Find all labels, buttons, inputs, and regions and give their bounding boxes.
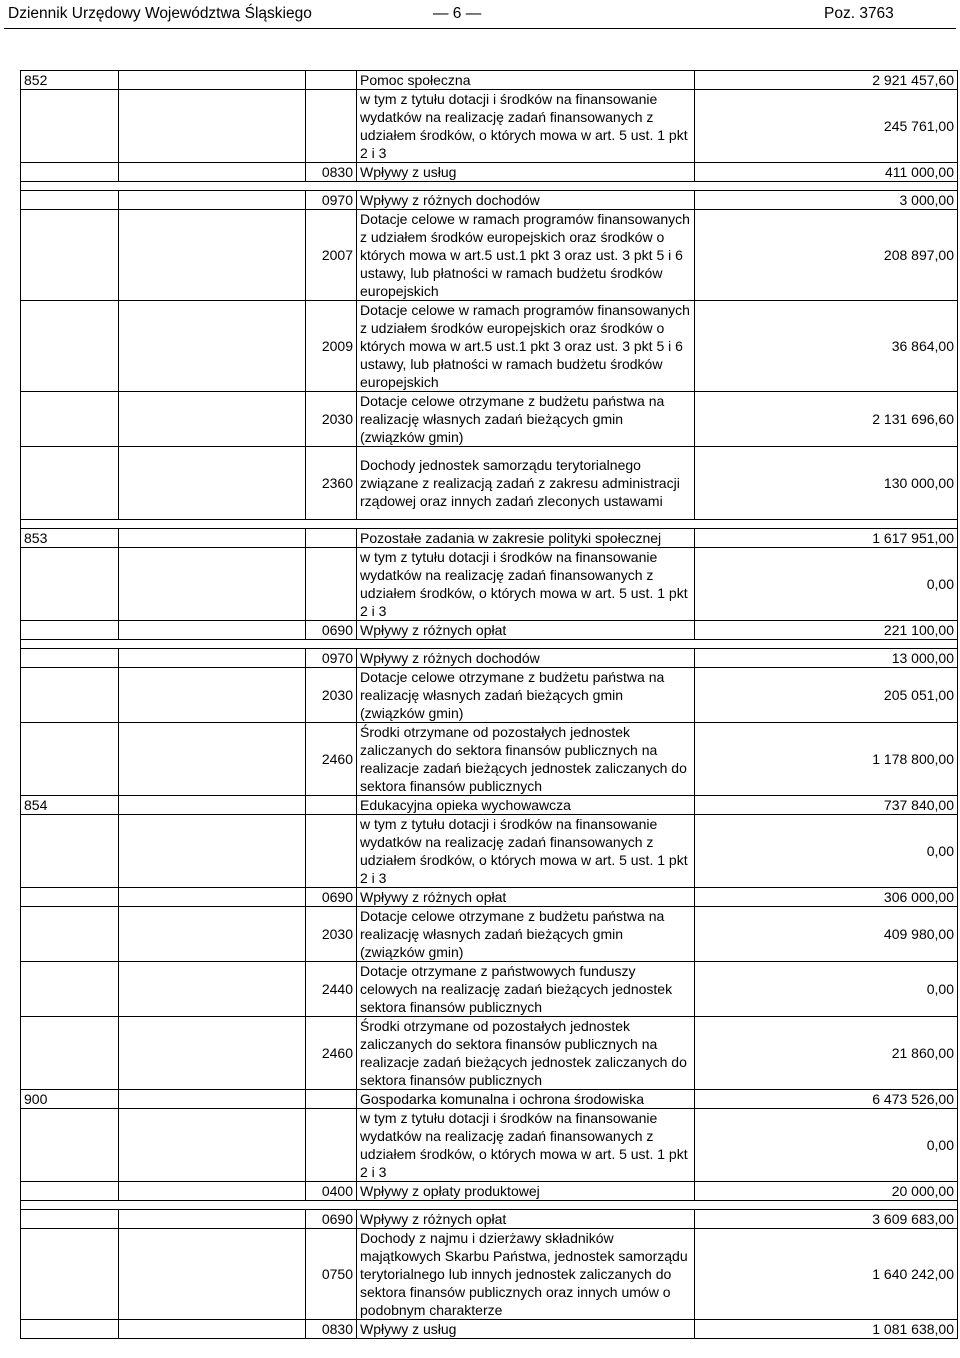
paragraph-name: Wpływy z różnych opłat bbox=[357, 1210, 695, 1229]
paragraph-amount: 13 000,00 bbox=[695, 649, 958, 668]
paragraph-amount: 221 100,00 bbox=[695, 621, 958, 640]
subtotal-row bbox=[21, 815, 958, 888]
section-code bbox=[21, 447, 119, 520]
section-code bbox=[21, 548, 119, 621]
paragraph-name: Wpływy z usług bbox=[357, 163, 695, 182]
section-row bbox=[21, 529, 958, 548]
section-code bbox=[21, 1017, 119, 1090]
section-code bbox=[21, 210, 119, 301]
paragraph-amount: 1 178 800,00 bbox=[695, 723, 958, 796]
paragraph-code: 0400 bbox=[306, 1182, 357, 1201]
paragraph-code: 2030 bbox=[306, 907, 357, 962]
paragraph-cell bbox=[306, 529, 357, 548]
table-row bbox=[21, 723, 958, 796]
section-amount: 737 840,00 bbox=[695, 796, 958, 815]
section-amount: 1 617 951,00 bbox=[695, 529, 958, 548]
paragraph-name: Wpływy z różnych dochodów bbox=[357, 649, 695, 668]
chapter-cell bbox=[119, 621, 306, 640]
chapter-cell bbox=[119, 888, 306, 907]
paragraph-name: Wpływy z opłaty produktowej bbox=[357, 1182, 695, 1201]
section-amount: 2 921 457,60 bbox=[695, 71, 958, 90]
section-code bbox=[21, 888, 119, 907]
chapter-cell bbox=[119, 962, 306, 1017]
table-row bbox=[21, 668, 958, 723]
paragraph-code: 0750 bbox=[306, 1229, 357, 1320]
section-code bbox=[21, 90, 119, 163]
table-row bbox=[21, 210, 958, 301]
paragraph-code: 0970 bbox=[306, 649, 357, 668]
spacer-cell bbox=[21, 1201, 958, 1210]
section-code: 853 bbox=[21, 529, 119, 548]
section-name: Edukacyjna opieka wychowawcza bbox=[357, 796, 695, 815]
section-code: 852 bbox=[21, 71, 119, 90]
paragraph-name: Wpływy z usług bbox=[357, 1320, 695, 1339]
table-row bbox=[21, 962, 958, 1017]
paragraph-amount: 208 897,00 bbox=[695, 210, 958, 301]
table-row bbox=[21, 1017, 958, 1090]
chapter-cell bbox=[119, 210, 306, 301]
table-row bbox=[21, 621, 958, 640]
paragraph-code: 2440 bbox=[306, 962, 357, 1017]
paragraph-code: 2360 bbox=[306, 447, 357, 520]
chapter-cell bbox=[119, 1182, 306, 1201]
subtotal-description: w tym z tytułu dotacji i środków na finansowanie wydatków na realizację zadań finansowanych z udziałem środków, o których mowa w art. 5 ust. 1 pkt 2 i 3 bbox=[357, 548, 695, 621]
paragraph-name: Dochody z najmu i dzierżawy składników majątkowych Skarbu Państwa, jednostek samorządu terytorialnego lub innych jednostek zaliczanych do sektora finansów publicznych oraz innych umów o podobnym charakterze bbox=[357, 1229, 695, 1320]
paragraph-name: Dotacje otrzymane z państwowych funduszy celowych na realizację zadań bieżących jednostek sektora finansów publicznych bbox=[357, 962, 695, 1017]
position-number: Poz. 3763 bbox=[824, 5, 894, 22]
paragraph-amount: 306 000,00 bbox=[695, 888, 958, 907]
section-code bbox=[21, 907, 119, 962]
table-row bbox=[21, 392, 958, 447]
table-row bbox=[21, 907, 958, 962]
paragraph-amount: 20 000,00 bbox=[695, 1182, 958, 1201]
table-row bbox=[21, 1182, 958, 1201]
chapter-cell bbox=[119, 191, 306, 210]
paragraph-amount: 3 000,00 bbox=[695, 191, 958, 210]
section-code: 854 bbox=[21, 796, 119, 815]
paragraph-code: 0830 bbox=[306, 163, 357, 182]
paragraph-code: 2030 bbox=[306, 668, 357, 723]
paragraph-amount: 3 609 683,00 bbox=[695, 1210, 958, 1229]
paragraph-name: Dochody jednostek samorządu terytorialnego związane z realizacją zadań z zakresu administracji rządowej oraz innych zadań zleconych ustawami bbox=[357, 447, 695, 520]
paragraph-cell bbox=[306, 90, 357, 163]
subtotal-amount: 245 761,00 bbox=[695, 90, 958, 163]
paragraph-code: 0690 bbox=[306, 621, 357, 640]
paragraph-code: 2460 bbox=[306, 723, 357, 796]
section-code bbox=[21, 621, 119, 640]
spacer-cell bbox=[21, 640, 958, 649]
chapter-cell bbox=[119, 71, 306, 90]
chapter-cell bbox=[119, 1320, 306, 1339]
spacer-row bbox=[21, 520, 958, 529]
section-code bbox=[21, 962, 119, 1017]
subtotal-row bbox=[21, 1109, 958, 1182]
paragraph-cell bbox=[306, 796, 357, 815]
chapter-cell bbox=[119, 1229, 306, 1320]
paragraph-name: Dotacje celowe w ramach programów finansowanych z udziałem środków europejskich oraz środków o których mowa w art.5 ust.1 pkt 3 oraz ust. 3 pkt 5 i 6 ustawy, lub płatności w ramach budżetu środków europejskich bbox=[357, 301, 695, 392]
chapter-cell bbox=[119, 1109, 306, 1182]
budget-table-body bbox=[21, 71, 958, 1339]
chapter-cell bbox=[119, 796, 306, 815]
chapter-cell bbox=[119, 529, 306, 548]
chapter-cell bbox=[119, 163, 306, 182]
section-name: Gospodarka komunalna i ochrona środowiska bbox=[357, 1090, 695, 1109]
chapter-cell bbox=[119, 723, 306, 796]
paragraph-cell bbox=[306, 1090, 357, 1109]
section-amount: 6 473 526,00 bbox=[695, 1090, 958, 1109]
chapter-cell bbox=[119, 301, 306, 392]
paragraph-cell bbox=[306, 71, 357, 90]
subtotal-row bbox=[21, 90, 958, 163]
subtotal-description: w tym z tytułu dotacji i środków na finansowanie wydatków na realizację zadań finansowanych z udziałem środków, o których mowa w art. 5 ust. 1 pkt 2 i 3 bbox=[357, 1109, 695, 1182]
paragraph-name: Dotacje celowe w ramach programów finansowanych z udziałem środków europejskich oraz środków o których mowa w art.5 ust.1 pkt 3 oraz ust. 3 pkt 5 i 6 ustawy, lub płatności w ramach budżetu środków europejskich bbox=[357, 210, 695, 301]
journal-title: Dziennik Urzędowy Województwa Śląskiego bbox=[8, 5, 312, 22]
section-row bbox=[21, 71, 958, 90]
paragraph-amount: 0,00 bbox=[695, 962, 958, 1017]
paragraph-cell bbox=[306, 1109, 357, 1182]
spacer-cell bbox=[21, 182, 958, 191]
section-code bbox=[21, 649, 119, 668]
subtotal-amount: 0,00 bbox=[695, 815, 958, 888]
paragraph-amount: 1 081 638,00 bbox=[695, 1320, 958, 1339]
header-divider bbox=[4, 28, 956, 29]
paragraph-code: 2007 bbox=[306, 210, 357, 301]
table-row bbox=[21, 301, 958, 392]
spacer-row bbox=[21, 182, 958, 191]
chapter-cell bbox=[119, 447, 306, 520]
spacer-row bbox=[21, 640, 958, 649]
subtotal-amount: 0,00 bbox=[695, 548, 958, 621]
chapter-cell bbox=[119, 90, 306, 163]
section-code bbox=[21, 1229, 119, 1320]
spacer-row bbox=[21, 1201, 958, 1210]
section-code bbox=[21, 301, 119, 392]
paragraph-code: 0690 bbox=[306, 1210, 357, 1229]
paragraph-amount: 130 000,00 bbox=[695, 447, 958, 520]
chapter-cell bbox=[119, 1090, 306, 1109]
section-code bbox=[21, 163, 119, 182]
paragraph-code: 0970 bbox=[306, 191, 357, 210]
paragraph-cell bbox=[306, 548, 357, 621]
paragraph-code: 2009 bbox=[306, 301, 357, 392]
paragraph-name: Środki otrzymane od pozostałych jednostek zaliczanych do sektora finansów publicznych na realizacje zadań bieżących jednostek zaliczanych do sektora finansów publicznych bbox=[357, 1017, 695, 1090]
table-row bbox=[21, 1320, 958, 1339]
paragraph-cell bbox=[306, 815, 357, 888]
section-code bbox=[21, 723, 119, 796]
paragraph-name: Dotacje celowe otrzymane z budżetu państwa na realizację własnych zadań bieżących gmin (związków gmin) bbox=[357, 668, 695, 723]
subtotal-row bbox=[21, 548, 958, 621]
spacer-cell bbox=[21, 520, 958, 529]
page-header bbox=[0, 0, 960, 30]
table-row bbox=[21, 163, 958, 182]
table-row bbox=[21, 888, 958, 907]
chapter-cell bbox=[119, 548, 306, 621]
section-row bbox=[21, 796, 958, 815]
section-code bbox=[21, 1109, 119, 1182]
paragraph-code: 2030 bbox=[306, 392, 357, 447]
table-row bbox=[21, 1229, 958, 1320]
chapter-cell bbox=[119, 1210, 306, 1229]
paragraph-code: 0830 bbox=[306, 1320, 357, 1339]
paragraph-name: Środki otrzymane od pozostałych jednostek zaliczanych do sektora finansów publicznych na realizacje zadań bieżących jednostek zaliczanych do sektora finansów publicznych bbox=[357, 723, 695, 796]
table-row bbox=[21, 1210, 958, 1229]
paragraph-name: Wpływy z różnych dochodów bbox=[357, 191, 695, 210]
chapter-cell bbox=[119, 1017, 306, 1090]
table-row bbox=[21, 447, 958, 520]
subtotal-amount: 0,00 bbox=[695, 1109, 958, 1182]
paragraph-name: Dotacje celowe otrzymane z budżetu państwa na realizację własnych zadań bieżących gmin (związków gmin) bbox=[357, 392, 695, 447]
section-code bbox=[21, 392, 119, 447]
section-row bbox=[21, 1090, 958, 1109]
chapter-cell bbox=[119, 907, 306, 962]
section-code bbox=[21, 1182, 119, 1201]
chapter-cell bbox=[119, 392, 306, 447]
chapter-cell bbox=[119, 815, 306, 888]
section-code bbox=[21, 191, 119, 210]
section-name: Pomoc społeczna bbox=[357, 71, 695, 90]
subtotal-description: w tym z tytułu dotacji i środków na finansowanie wydatków na realizację zadań finansowanych z udziałem środków, o których mowa w art. 5 ust. 1 pkt 2 i 3 bbox=[357, 815, 695, 888]
paragraph-amount: 205 051,00 bbox=[695, 668, 958, 723]
section-code bbox=[21, 668, 119, 723]
table-row bbox=[21, 649, 958, 668]
section-code bbox=[21, 815, 119, 888]
section-code: 900 bbox=[21, 1090, 119, 1109]
paragraph-amount: 36 864,00 bbox=[695, 301, 958, 392]
paragraph-amount: 1 640 242,00 bbox=[695, 1229, 958, 1320]
paragraph-amount: 21 860,00 bbox=[695, 1017, 958, 1090]
chapter-cell bbox=[119, 649, 306, 668]
paragraph-code: 2460 bbox=[306, 1017, 357, 1090]
subtotal-description: w tym z tytułu dotacji i środków na finansowanie wydatków na realizację zadań finansowanych z udziałem środków, o których mowa w art. 5 ust. 1 pkt 2 i 3 bbox=[357, 90, 695, 163]
paragraph-amount: 411 000,00 bbox=[695, 163, 958, 182]
paragraph-name: Wpływy z różnych opłat bbox=[357, 888, 695, 907]
page-number: — 6 — bbox=[433, 5, 482, 22]
paragraph-name: Wpływy z różnych opłat bbox=[357, 621, 695, 640]
section-name: Pozostałe zadania w zakresie polityki społecznej bbox=[357, 529, 695, 548]
section-code bbox=[21, 1320, 119, 1339]
paragraph-code: 0690 bbox=[306, 888, 357, 907]
paragraph-amount: 409 980,00 bbox=[695, 907, 958, 962]
budget-table bbox=[20, 70, 958, 1339]
paragraph-name: Dotacje celowe otrzymane z budżetu państwa na realizację własnych zadań bieżących gmin (związków gmin) bbox=[357, 907, 695, 962]
table-row bbox=[21, 191, 958, 210]
section-code bbox=[21, 1210, 119, 1229]
chapter-cell bbox=[119, 668, 306, 723]
paragraph-amount: 2 131 696,60 bbox=[695, 392, 958, 447]
